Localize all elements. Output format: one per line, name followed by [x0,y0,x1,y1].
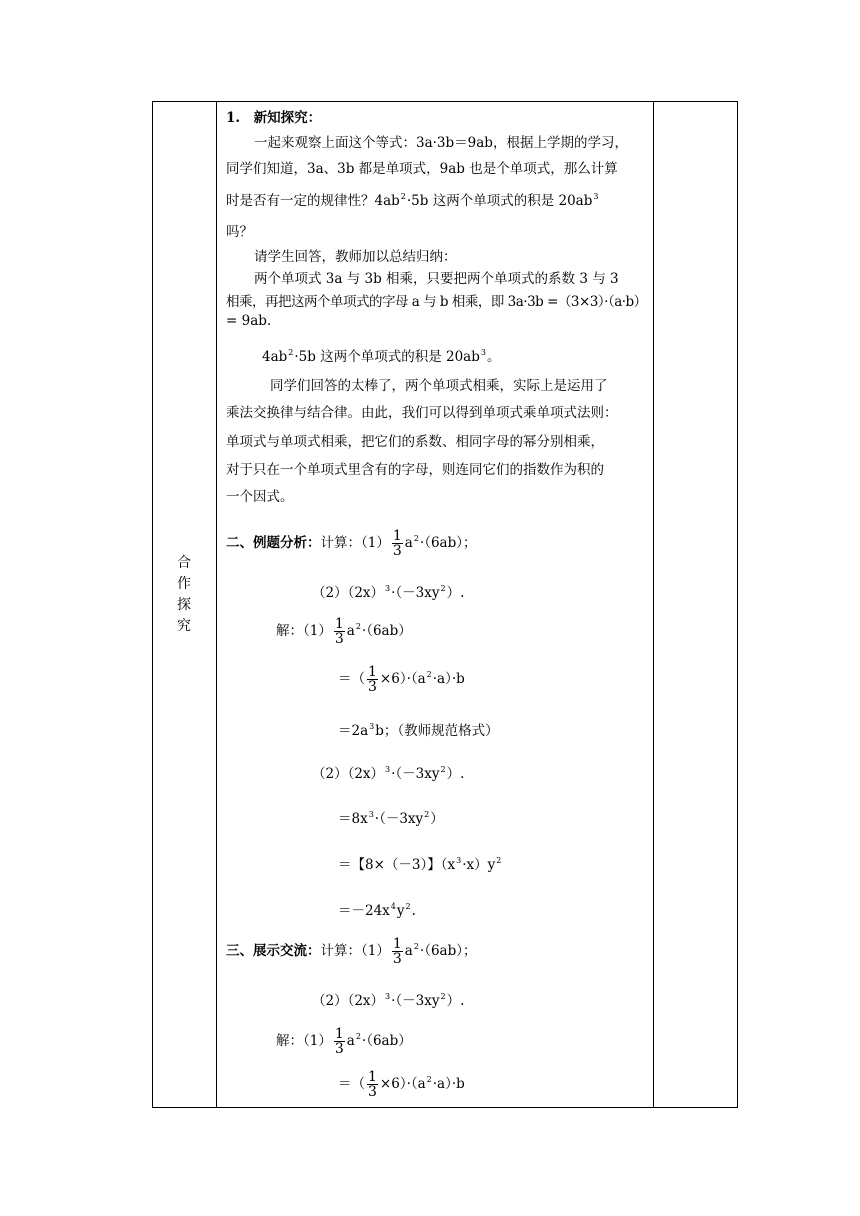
text: ·5b 这两个单项式的积是 20ab [406,193,593,209]
exponent: 2 [400,192,406,201]
solution-2 [312,762,464,782]
example-analysis-line [226,529,477,558]
exponent: 2 [424,810,430,819]
exponent: 3 [456,856,462,865]
text: ＝（ [338,671,365,687]
text: 解：（1） [276,623,332,639]
table-border-right [737,101,738,1108]
exponent: 4 [390,902,396,911]
text: ·（－3xy [391,585,440,601]
text: ＝－24x [338,903,390,919]
section-title: 三、展示交流： [226,943,321,959]
exponent: 2 [426,1075,432,1084]
display-exchange-line [226,937,477,966]
fraction-one-third [392,937,403,966]
text: （2）（2x） [312,766,385,782]
text: ×6）·（a [379,671,426,687]
paragraph-line: 单项式与单项式相乘，把它们的系数、相同字母的幂分别相乘， [226,434,604,450]
text: ＝2a [338,723,369,739]
solution-1 [276,1027,412,1056]
denominator: 3 [334,1041,344,1057]
paragraph-line: 相乘，再把这两个单项式的字母 a 与 b 相乘，即 3a·3b =（3×3）·（a·b） [226,294,647,310]
denominator: 3 [368,1084,377,1100]
table-divider-2 [653,101,654,1108]
exponent: 3 [385,765,391,774]
text: . [411,903,416,919]
paragraph-line: 同学们回答的太棒了，两个单项式相乘，实际上是运用了 [270,378,608,394]
paragraph-line: 一个因式。 [226,489,294,505]
text: b；（教师规范格式） [375,723,499,739]
heading-new-knowledge: 1. 新知探究： [226,110,322,126]
numerator: 1 [334,1026,344,1042]
paragraph-line [262,345,500,365]
table-divider-1 [216,101,217,1108]
exponent: 2 [288,348,294,357]
fraction-one-third [392,529,403,558]
paragraph-line: 同学们知道，3a、3b 都是单项式，9ab 也是个单项式，那么计算 [226,161,618,177]
text: ＝【8×（－3）】（x [338,857,456,873]
text: ＝8x [338,811,368,827]
table-border-top [152,101,738,102]
exponent: 2 [413,942,419,951]
exponent: 2 [355,1032,361,1041]
text: ·（－3xy [374,811,424,827]
text: ·（6ab）； [419,535,477,551]
fraction-one-third [334,617,345,646]
text: ·（－3xy [391,766,440,782]
numerator: 1 [368,1069,377,1085]
fraction-one-third [367,1070,378,1099]
problem-2 [312,989,464,1009]
paragraph-line: = 9ab. [226,313,272,329]
text: 计算：（1） [320,535,390,551]
denominator: 3 [392,951,402,967]
exponent: 3 [480,348,486,357]
exponent: 2 [440,765,446,774]
text: 4ab [262,349,288,365]
text: ×6）·（a [379,1076,426,1092]
section-title: 二、例题分析： [226,535,321,551]
section-label-cooperative-inquiry [172,553,196,637]
numerator: 1 [392,936,402,952]
text: ·5b 这两个单项式的积是 20ab [294,349,480,365]
side-char: 探 [177,597,191,613]
text: 计算：（1） [320,943,390,959]
text: ·a）·b [432,1076,465,1092]
paragraph-line: 对于只在一个单项式里含有的字母，则连同它们的指数作为积的 [226,462,604,478]
text: a [346,1033,355,1049]
table-border-left [152,101,153,1108]
text: a [346,623,355,639]
problem-2 [312,581,464,601]
text: （2）（2x） [312,993,385,1009]
solution-step [338,807,444,827]
exponent: 2 [355,622,361,631]
solution-1 [276,617,412,646]
text: ·（－3xy [391,993,440,1009]
text: ）. [446,766,465,782]
fraction-one-third [367,665,378,694]
denominator: 3 [392,543,402,559]
text: 解：（1） [276,1033,332,1049]
exponent: 2 [405,902,411,911]
text: 。 [486,349,501,365]
text: ）. [446,585,465,601]
text: ·a）·b [432,671,465,687]
exponent: 3 [369,722,375,731]
text: ·（6ab） [361,1033,412,1049]
exponent: 3 [368,810,374,819]
text: ）. [446,993,465,1009]
fraction-one-third [334,1027,345,1056]
text: ＝（ [338,1076,365,1092]
paragraph-line [226,189,599,209]
paragraph-line: 请学生回答，教师加以总结归纳： [254,249,457,265]
paragraph-line: 一起来观察上面这个等式：3a·3b＝9ab，根据上学期的学习， [254,135,628,151]
paragraph-line: 吗？ [226,224,253,240]
numerator: 1 [368,664,377,680]
exponent: 2 [440,584,446,593]
exponent: 3 [385,992,391,1001]
solution-step [338,1070,465,1099]
paragraph-line: 乘法交换律与结合律。由此，我们可以得到单项式乘单项式法则： [226,405,618,421]
exponent: 3 [385,584,391,593]
solution-result [338,719,499,739]
text: y [396,903,405,919]
text: ·（6ab） [361,623,412,639]
text: ·x）y [462,857,496,873]
solution-step [338,665,465,694]
side-char: 合 [177,555,191,571]
exponent: 2 [413,534,419,543]
denominator: 3 [334,631,344,647]
table-border-bottom [152,1107,738,1108]
numerator: 1 [392,528,402,544]
text: a [404,535,413,551]
exponent: 2 [440,992,446,1001]
exponent: 3 [593,192,599,201]
solution-result [338,899,416,919]
side-char: 究 [177,618,191,634]
numerator: 1 [334,616,344,632]
text: ·（6ab）； [419,943,477,959]
text: a [404,943,413,959]
text: （2）（2x） [312,585,385,601]
text: ） [430,811,444,827]
solution-step [338,853,502,873]
paragraph-line: 两个单项式 3a 与 3b 相乘，只要把两个单项式的系数 3 与 3 [254,271,619,287]
denominator: 3 [368,679,377,695]
side-char: 作 [177,576,191,592]
exponent: 2 [496,856,502,865]
text: 时是否有一定的规律性？4ab [226,193,400,209]
exponent: 2 [426,670,432,679]
